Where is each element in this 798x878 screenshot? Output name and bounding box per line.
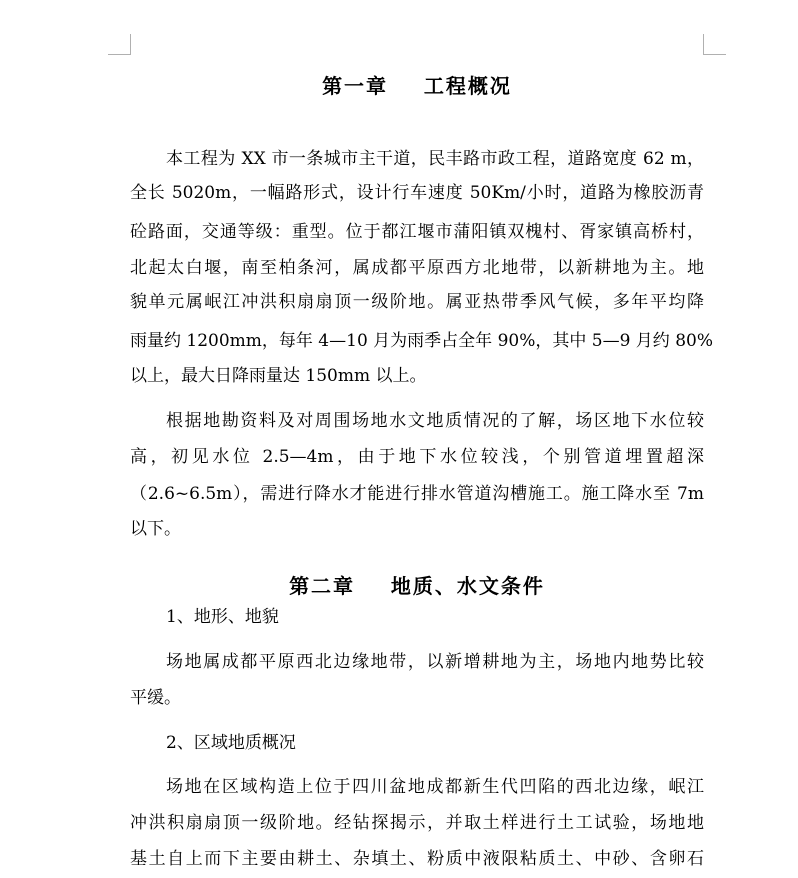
paragraph-line: 场地在区域构造上位于四川盆地成都新生代凹陷的西北边缘，岷江 (166, 777, 704, 797)
paragraph-line: 根据地勘资料及对周围场地水文地质情况的了解，场区地下水位较 (166, 411, 704, 431)
paragraph-line: 基土自上而下主要由耕土、杂填土、粉质中液限粘质土、中砂、含卵石 (130, 849, 704, 869)
margin-corner-mark-top-right (703, 34, 726, 55)
paragraph-line: 以上，最大日降雨量达 150mm 以上。 (130, 366, 427, 386)
section-heading: 1、地形、地貌 (166, 607, 279, 627)
paragraph-line: 高，初见水位 2.5—4m，由于地下水位较浅，个别管道埋置超深 (130, 447, 704, 467)
section-heading: 2、区域地质概况 (166, 733, 296, 753)
paragraph-line: （2.6~6.5m），需进行降水才能进行排水管道沟槽施工。施工降水至 7m (130, 484, 704, 504)
paragraph-line: 砼路面，交通等级：重型。位于都江堰市蒲阳镇双槐村、胥家镇高桥村， (130, 222, 704, 242)
paragraph-line: 场地属成都平原西北边缘地带，以新增耕地为主，场地内地势比较 (166, 652, 704, 672)
paragraph-line: 本工程为 XX 市一条城市主干道，民丰路市政工程，道路宽度 62 m， (166, 149, 704, 169)
chapter-2-title: 第二章 地质、水文条件 (289, 574, 545, 598)
paragraph-line: 全长 5020m，一幅路形式，设计行车速度 50Km/小时，道路为橡胶沥青 (130, 183, 704, 203)
chapter-1-title: 第一章 工程概况 (322, 74, 512, 98)
paragraph-line: 貌单元属岷江冲洪积扇扇顶一级阶地。属亚热带季风气候，多年平均降 (130, 292, 704, 312)
paragraph-line: 雨量约 1200mm，每年 4—10 月为雨季占全年 90%，其中 5—9 月约 80% (130, 331, 713, 351)
paragraph-line: 以下。 (130, 519, 181, 539)
paragraph-line: 平缓。 (130, 688, 181, 708)
margin-corner-mark-top-left (108, 34, 131, 55)
paragraph-line: 北起太白堰，南至柏条河，属成都平原西方北地带，以新耕地为主。地 (130, 258, 704, 278)
paragraph-line: 冲洪积扇扇顶一级阶地。经钻探揭示，并取土样进行土工试验，场地地 (130, 813, 704, 833)
